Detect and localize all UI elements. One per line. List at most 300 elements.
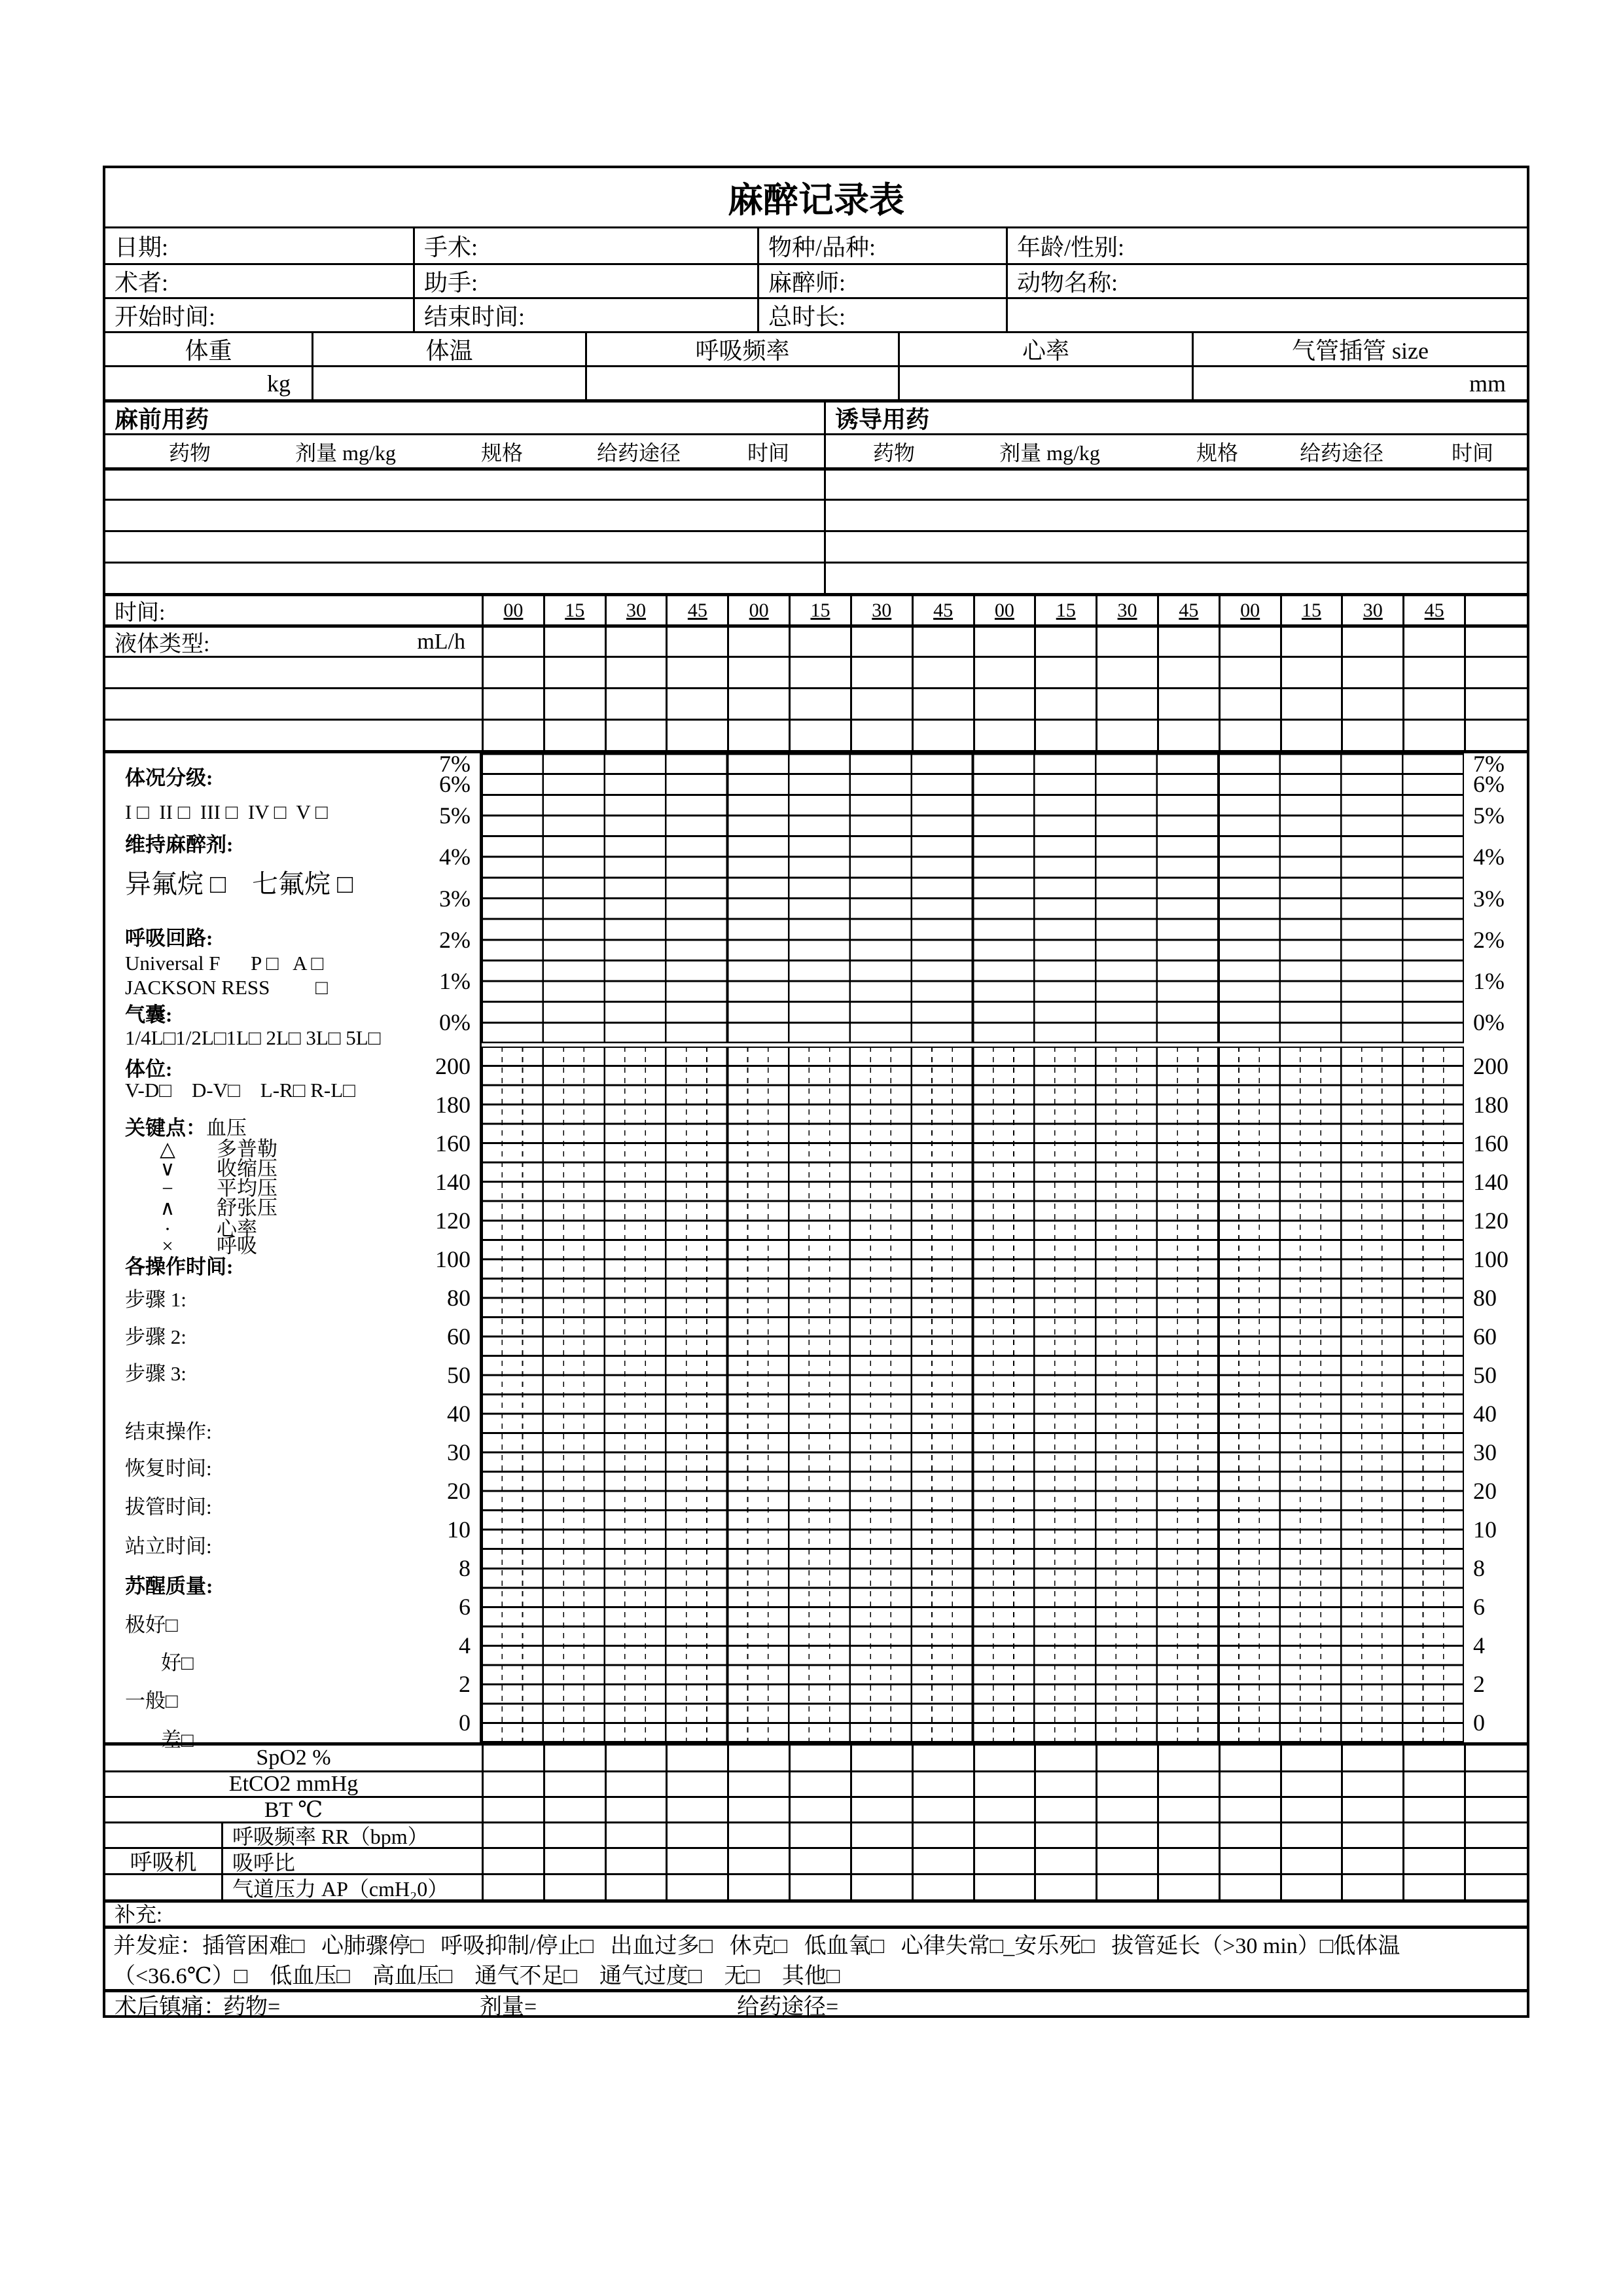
complications-line2[interactable]: （<36.6℃）□ 低血压□ 高血压□ 通气不足□ 通气过度□ 无□ 其他□ xyxy=(113,1964,840,1988)
grid-cell[interactable] xyxy=(912,628,973,656)
grid-cell[interactable] xyxy=(727,1875,789,1899)
grid-cell[interactable] xyxy=(973,1823,1035,1847)
grid-cell[interactable] xyxy=(1034,1849,1096,1873)
premed-entry-row[interactable] xyxy=(105,501,824,530)
postop-route-label[interactable]: 给药途径= xyxy=(737,1995,839,2019)
time-tick-cell[interactable] xyxy=(912,596,973,624)
time-tick: 00 xyxy=(1240,599,1260,621)
vent-ie-cells xyxy=(482,1849,1527,1873)
grid-cell[interactable] xyxy=(1280,721,1342,750)
induction-entry-row[interactable] xyxy=(824,501,1527,530)
grid-cell[interactable] xyxy=(666,1746,727,1770)
grid-cell[interactable] xyxy=(482,689,543,719)
grid-cell[interactable] xyxy=(666,1823,727,1847)
grid-cell[interactable] xyxy=(1096,1798,1157,1821)
vent-ap-cells xyxy=(482,1875,1527,1899)
grid-cell[interactable] xyxy=(1341,1849,1402,1873)
grid-cell[interactable] xyxy=(1096,1746,1157,1770)
time-tick-cell[interactable] xyxy=(1034,596,1096,624)
grid-cell[interactable] xyxy=(912,721,973,750)
ett-field[interactable] xyxy=(1192,367,1527,399)
grid-cell[interactable] xyxy=(1219,1746,1280,1770)
time-tick-cell[interactable] xyxy=(1157,596,1219,624)
grid-cell[interactable] xyxy=(1034,689,1096,719)
grid-cell[interactable] xyxy=(727,689,789,719)
grid-cell[interactable] xyxy=(1219,721,1280,750)
drug-row xyxy=(105,530,1527,562)
grid-cell[interactable] xyxy=(1402,1746,1464,1770)
premed-title: 麻前用药 xyxy=(115,406,209,433)
grid-cell[interactable] xyxy=(1341,1875,1402,1899)
grid-cell[interactable] xyxy=(850,1798,912,1821)
vital-scale-left: 40 xyxy=(447,1401,471,1427)
time-tick-cell[interactable] xyxy=(1219,596,1280,624)
grid-cell[interactable] xyxy=(543,1746,605,1770)
vent-rr-row xyxy=(105,1821,1527,1847)
grid-cell[interactable] xyxy=(1157,628,1219,656)
0[interactable]: 极好□ xyxy=(125,1613,178,1636)
vital-scale-right: 60 xyxy=(1473,1323,1497,1350)
time-tick: 30 xyxy=(1117,599,1137,621)
grid-cell[interactable] xyxy=(727,1798,789,1821)
spo2-label: SpO2 % xyxy=(256,1746,331,1770)
grid-cell[interactable] xyxy=(1280,658,1342,687)
body-temp-label: BT ℃ xyxy=(264,1798,323,1822)
postop-drug-label[interactable]: 药物= xyxy=(223,1995,281,2019)
postop-dose-label[interactable]: 剂量= xyxy=(480,1995,537,2019)
grid-cell[interactable] xyxy=(1341,1823,1402,1847)
grid-cell[interactable] xyxy=(1280,689,1342,719)
grid-cell[interactable] xyxy=(1280,1823,1342,1847)
grid-cell[interactable] xyxy=(1464,1823,1527,1847)
position-options[interactable]: V-D□ D-V□ L-R□ R-L□ xyxy=(125,1079,355,1102)
info-row-2 xyxy=(105,263,1527,297)
grid-cell[interactable] xyxy=(666,628,727,656)
time-tick-cell[interactable] xyxy=(789,596,850,624)
grid-cell[interactable] xyxy=(1157,1875,1219,1899)
grid-cell[interactable] xyxy=(1096,1849,1157,1873)
time-tick-cell[interactable] xyxy=(605,596,666,624)
bag-label: 气囊: xyxy=(125,1003,173,1026)
grid-cell[interactable] xyxy=(482,628,543,656)
grid-cell[interactable] xyxy=(1157,1798,1219,1821)
grid-cell[interactable] xyxy=(1464,1746,1527,1770)
time-tick-cell[interactable] xyxy=(1402,596,1464,624)
grid-cell[interactable] xyxy=(605,1772,666,1796)
grid-cell[interactable] xyxy=(1219,1772,1280,1796)
vital-signs-grid[interactable] xyxy=(482,1047,1464,1746)
vent-ie-row xyxy=(105,1847,1527,1873)
condition-label: 体况分级: xyxy=(125,766,213,789)
grid-cell[interactable] xyxy=(666,1875,727,1899)
grid-cell[interactable] xyxy=(1464,1798,1527,1821)
grid-cell[interactable] xyxy=(543,1798,605,1821)
step3[interactable]: 步骤 3: xyxy=(125,1362,187,1385)
age-sex-label: 年龄/性别: xyxy=(1017,234,1125,260)
grid-cell[interactable] xyxy=(1219,1823,1280,1847)
grid-cell[interactable] xyxy=(1280,1875,1342,1899)
grid-cell[interactable] xyxy=(543,658,605,687)
grid-cell[interactable] xyxy=(1464,689,1527,719)
grid-cell[interactable] xyxy=(973,1798,1035,1821)
grid-cell[interactable] xyxy=(1402,721,1464,750)
grid-cell[interactable] xyxy=(666,1798,727,1821)
vent-ap-row xyxy=(105,1873,1527,1899)
grid-cell[interactable] xyxy=(666,721,727,750)
grid-cell[interactable] xyxy=(1402,1798,1464,1821)
grid-cell[interactable] xyxy=(1219,689,1280,719)
pct-scale-right: 6% xyxy=(1473,771,1505,798)
drug-col-header: 规格 xyxy=(480,440,524,465)
time-tick-cell[interactable] xyxy=(666,596,727,624)
vital-scale-right: 200 xyxy=(1473,1052,1508,1079)
grid-cell[interactable] xyxy=(789,1746,850,1770)
grid-cell[interactable] xyxy=(543,689,605,719)
grid-cell[interactable] xyxy=(1157,1849,1219,1873)
legend-symbol-icon: ∨ xyxy=(160,1157,175,1180)
vital-scale-right: 8 xyxy=(1473,1555,1485,1582)
complications-line1[interactable]: 并发症：插管困难□ 心肺骤停□ 呼吸抑制/停止□ 出血过多□ 休克□ 低血氧□ 心律失常□_安乐死□ 拔管延长（>30 min）□低体温 xyxy=(113,1934,1400,1958)
grid-cell[interactable] xyxy=(605,658,666,687)
premed-entry-row[interactable] xyxy=(105,564,824,593)
drug-title-row xyxy=(105,399,1527,433)
grid-cell[interactable] xyxy=(1157,1746,1219,1770)
grid-cell[interactable] xyxy=(1402,1772,1464,1796)
grid-cell[interactable] xyxy=(482,1772,543,1796)
grid-cell[interactable] xyxy=(1157,1772,1219,1796)
grid-cell[interactable] xyxy=(727,1746,789,1770)
grid-cell[interactable] xyxy=(912,1849,973,1873)
extra-label-cell[interactable] xyxy=(105,658,482,687)
grid-cell[interactable] xyxy=(605,1875,666,1899)
grid-cell[interactable] xyxy=(912,1798,973,1821)
bt-row xyxy=(105,1796,1527,1821)
time-tick-cell[interactable] xyxy=(543,596,605,624)
grid-cell[interactable] xyxy=(543,721,605,750)
grid-cell[interactable] xyxy=(973,1849,1035,1873)
grid-cell[interactable] xyxy=(850,1875,912,1899)
grid-cell[interactable] xyxy=(1034,721,1096,750)
legend-label: 心率 xyxy=(217,1217,257,1240)
grid-cell[interactable] xyxy=(789,721,850,750)
maintenance-label: 维持麻醉剂: xyxy=(125,833,234,856)
3[interactable]: 差□ xyxy=(161,1729,194,1751)
grid-cell[interactable] xyxy=(973,1875,1035,1899)
vital-scale-left: 60 xyxy=(447,1323,471,1350)
vital-scale-left: 50 xyxy=(447,1361,471,1388)
key-points-bp: 血压 xyxy=(206,1117,247,1139)
grid-cell[interactable] xyxy=(1157,689,1219,719)
grid-cell[interactable] xyxy=(1280,1772,1342,1796)
time-tick-cell[interactable] xyxy=(1280,596,1342,624)
time-tick: 30 xyxy=(1363,599,1383,621)
grid-cell[interactable] xyxy=(1096,689,1157,719)
standing[interactable]: 站立时间: xyxy=(125,1535,212,1558)
grid-cell[interactable] xyxy=(973,1772,1035,1796)
grid-cell[interactable] xyxy=(1034,1746,1096,1770)
spo2-cells xyxy=(482,1746,1527,1770)
time-tick: 15 xyxy=(810,599,830,621)
grid-cell[interactable] xyxy=(789,658,850,687)
grid-cell[interactable] xyxy=(1096,1875,1157,1899)
grid-cell[interactable] xyxy=(1402,689,1464,719)
extra-label-cell[interactable] xyxy=(105,689,482,719)
grid-cell[interactable] xyxy=(973,658,1035,687)
grid-cell[interactable] xyxy=(1341,721,1402,750)
premed-entry-row[interactable] xyxy=(105,471,824,499)
grid-cell[interactable] xyxy=(850,1823,912,1847)
resp-field[interactable] xyxy=(585,367,898,399)
time-tick-cell[interactable] xyxy=(727,596,789,624)
fluid-cells xyxy=(482,628,1527,656)
grid-cell[interactable] xyxy=(1034,1798,1096,1821)
vital-scale-left: 120 xyxy=(435,1207,471,1234)
grid-cell[interactable] xyxy=(789,689,850,719)
hr-field[interactable] xyxy=(898,367,1192,399)
grid-cell[interactable] xyxy=(973,1746,1035,1770)
anesthetic-percent-grid[interactable] xyxy=(482,753,1464,1047)
grid-cell[interactable] xyxy=(1096,721,1157,750)
grid-cell[interactable] xyxy=(605,721,666,750)
grid-cell[interactable] xyxy=(912,658,973,687)
vital-scale-left: 2 xyxy=(459,1671,471,1698)
grid-cell[interactable] xyxy=(605,689,666,719)
grid-cell[interactable] xyxy=(1402,1849,1464,1873)
grid-cell[interactable] xyxy=(1464,658,1527,687)
maintenance-options[interactable]: 异氟烷 □ 七氟烷 □ xyxy=(125,869,353,899)
grid-cell[interactable] xyxy=(1157,658,1219,687)
grid-cell[interactable] xyxy=(973,689,1035,719)
grid-cell[interactable] xyxy=(482,1823,543,1847)
grid-cell[interactable] xyxy=(789,1798,850,1821)
grid-cell[interactable] xyxy=(482,721,543,750)
grid-cell[interactable] xyxy=(850,721,912,750)
grid-cell[interactable] xyxy=(1402,658,1464,687)
grid-cell[interactable] xyxy=(1034,628,1096,656)
grid-cell[interactable] xyxy=(727,658,789,687)
grid-cell[interactable] xyxy=(789,628,850,656)
grid-cell[interactable] xyxy=(1219,1798,1280,1821)
grid-cell[interactable] xyxy=(912,1875,973,1899)
grid-cell[interactable] xyxy=(1341,628,1402,656)
time-tick-cell[interactable] xyxy=(850,596,912,624)
weight-field[interactable] xyxy=(105,367,312,399)
grid-cell[interactable] xyxy=(543,1772,605,1796)
grid-cell[interactable] xyxy=(727,1823,789,1847)
grid-cell[interactable] xyxy=(605,1746,666,1770)
fluid-row xyxy=(105,624,1527,656)
vital-scale-right: 20 xyxy=(1473,1478,1497,1505)
vital-scale-right: 30 xyxy=(1473,1439,1497,1466)
grid-cell[interactable] xyxy=(1341,1746,1402,1770)
time-tick-cell[interactable] xyxy=(973,596,1035,624)
vent-rr-cells xyxy=(482,1823,1527,1847)
drug-columns-row xyxy=(105,433,1527,467)
ops-label: 各操作时间: xyxy=(125,1255,234,1278)
grid-cell[interactable] xyxy=(605,628,666,656)
time-tick-cell[interactable] xyxy=(1341,596,1402,624)
step1[interactable]: 步骤 1: xyxy=(125,1288,187,1311)
extubation[interactable]: 拔管时间: xyxy=(125,1496,212,1518)
pct-scale-right: 5% xyxy=(1473,802,1505,829)
grid-cell[interactable] xyxy=(1034,658,1096,687)
1[interactable]: 好□ xyxy=(161,1651,194,1674)
grid-cell[interactable] xyxy=(482,658,543,687)
extra-row xyxy=(105,687,1527,719)
grid-cell[interactable] xyxy=(482,1875,543,1899)
extra-label-cell[interactable] xyxy=(105,721,482,750)
grid-cell[interactable] xyxy=(543,1875,605,1899)
grid-cell[interactable] xyxy=(666,1772,727,1796)
grid-cell[interactable] xyxy=(666,689,727,719)
time-tick: 00 xyxy=(994,599,1014,621)
grid-cell[interactable] xyxy=(482,1746,543,1770)
grid-cell[interactable] xyxy=(543,1849,605,1873)
end-op[interactable]: 结束操作: xyxy=(125,1420,212,1443)
info-empty-cell[interactable] xyxy=(1006,299,1527,331)
time-tick-cell[interactable] xyxy=(482,596,543,624)
etco2-label: EtCO2 mmHg xyxy=(228,1772,359,1796)
start-time-label: 开始时间: xyxy=(115,304,216,330)
bag-options[interactable]: 1/4L□1/2L□1L□ 2L□ 3L□ 5L□ xyxy=(125,1026,381,1049)
time-tick: 45 xyxy=(1424,599,1444,621)
grid-cell[interactable] xyxy=(789,1772,850,1796)
drug-col-header: 规格 xyxy=(1196,440,1239,465)
grid-cell[interactable] xyxy=(1157,1823,1219,1847)
quality-label: 苏醒质量: xyxy=(125,1575,213,1598)
grid-cell[interactable] xyxy=(727,628,789,656)
grid-cell[interactable] xyxy=(666,658,727,687)
grid-cell[interactable] xyxy=(1341,1772,1402,1796)
grid-cell[interactable] xyxy=(912,1772,973,1796)
complications-row[interactable] xyxy=(105,1926,1527,1989)
grid-cell[interactable] xyxy=(482,1798,543,1821)
grid-cell[interactable] xyxy=(1402,1875,1464,1899)
grid-cell[interactable] xyxy=(1034,1772,1096,1796)
condition-options[interactable]: I □ II □ III □ IV □ V □ xyxy=(125,800,328,823)
supplement-row[interactable] xyxy=(105,1899,1527,1926)
grid-cell[interactable] xyxy=(1280,1746,1342,1770)
etco2-row xyxy=(105,1770,1527,1796)
2[interactable]: 一般□ xyxy=(125,1689,178,1712)
grid-cell[interactable] xyxy=(789,1875,850,1899)
grid-cell[interactable] xyxy=(543,628,605,656)
grid-cell[interactable] xyxy=(1157,721,1219,750)
vital-scale-left: 140 xyxy=(435,1168,471,1195)
grid-cell[interactable] xyxy=(1034,1875,1096,1899)
date-label: 日期: xyxy=(115,234,169,260)
grid-cell[interactable] xyxy=(1096,1772,1157,1796)
grid-cell[interactable] xyxy=(912,1746,973,1770)
weight-unit: kg xyxy=(267,370,291,397)
grid-cell[interactable] xyxy=(850,1746,912,1770)
grid-cell[interactable] xyxy=(1464,1875,1527,1899)
grid-cell[interactable] xyxy=(1464,1772,1527,1796)
induction-entry-row[interactable] xyxy=(824,471,1527,499)
circuit-line2[interactable]: JACKSON RESS □ xyxy=(125,976,328,999)
grid-cell[interactable] xyxy=(912,689,973,719)
drug-row xyxy=(105,467,1527,499)
grid-cell[interactable] xyxy=(1096,1823,1157,1847)
drug-col-header: 给药途径 xyxy=(596,440,681,465)
circuit-label: 呼吸回路: xyxy=(125,927,213,950)
induction-columns xyxy=(824,435,1527,467)
vital-scale-left: 6 xyxy=(459,1594,471,1621)
grid-cell[interactable] xyxy=(1096,658,1157,687)
grid-cell[interactable] xyxy=(1219,628,1280,656)
grid-cell[interactable] xyxy=(1280,1849,1342,1873)
grid-cell[interactable] xyxy=(1096,628,1157,656)
grid-cell[interactable] xyxy=(973,721,1035,750)
grid-cell[interactable] xyxy=(1464,721,1527,750)
grid-cell[interactable] xyxy=(482,1849,543,1873)
grid-cell[interactable] xyxy=(1280,1798,1342,1821)
surgery-label: 手术: xyxy=(424,234,478,260)
premed-entry-row[interactable] xyxy=(105,532,824,562)
grid-cell[interactable] xyxy=(605,1823,666,1847)
grid-cell[interactable] xyxy=(1280,628,1342,656)
grid-cell[interactable] xyxy=(605,1798,666,1821)
grid-cell[interactable] xyxy=(973,628,1035,656)
grid-cell[interactable] xyxy=(912,1823,973,1847)
induction-entry-row[interactable] xyxy=(824,532,1527,562)
extra-row xyxy=(105,719,1527,750)
vital-scale-right: 4 xyxy=(1473,1632,1485,1659)
grid-cell[interactable] xyxy=(1034,1823,1096,1847)
grid-cell[interactable] xyxy=(1464,1849,1527,1873)
grid-cell[interactable] xyxy=(850,689,912,719)
grid-cell[interactable] xyxy=(1341,658,1402,687)
grid-cell[interactable] xyxy=(1464,628,1527,656)
grid-cell[interactable] xyxy=(666,1849,727,1873)
grid-cell[interactable] xyxy=(850,658,912,687)
page-title: 麻醉记录表 xyxy=(728,181,904,220)
grid-cell[interactable] xyxy=(1219,1875,1280,1899)
grid-cell[interactable] xyxy=(789,1823,850,1847)
grid-cell[interactable] xyxy=(605,1849,666,1873)
grid-cell[interactable] xyxy=(1464,596,1527,624)
legend-symbol-icon: · xyxy=(164,1217,171,1240)
grid-cell[interactable] xyxy=(727,721,789,750)
grid-cell[interactable] xyxy=(727,1772,789,1796)
grid-cell[interactable] xyxy=(543,1823,605,1847)
temp-field[interactable] xyxy=(312,367,585,399)
vital-scale-right: 80 xyxy=(1473,1284,1497,1311)
grid-cell[interactable] xyxy=(1219,1849,1280,1873)
time-tick: 45 xyxy=(687,599,707,621)
grid-cell[interactable] xyxy=(850,628,912,656)
recovery[interactable]: 恢复时间: xyxy=(125,1457,212,1480)
pct-scale-left: 2% xyxy=(439,926,471,953)
time-tick-cell[interactable] xyxy=(1096,596,1157,624)
grid-cell[interactable] xyxy=(1341,689,1402,719)
step2[interactable]: 步骤 2: xyxy=(125,1325,187,1348)
grid-cell[interactable] xyxy=(789,1849,850,1873)
grid-cell[interactable] xyxy=(1219,658,1280,687)
pct-scale-left: 5% xyxy=(439,802,471,829)
grid-cell[interactable] xyxy=(1402,1823,1464,1847)
grid-cell[interactable] xyxy=(1341,1798,1402,1821)
time-tick: 30 xyxy=(872,599,892,621)
animal-name-label: 动物名称: xyxy=(1017,270,1118,296)
grid-cell[interactable] xyxy=(850,1772,912,1796)
grid-cell[interactable] xyxy=(727,1849,789,1873)
hr-header: 心率 xyxy=(1022,338,1069,364)
grid-cell[interactable] xyxy=(1402,628,1464,656)
grid-cell[interactable] xyxy=(850,1849,912,1873)
induction-entry-row[interactable] xyxy=(824,564,1527,593)
circuit-line1[interactable]: Universal F P □ A □ xyxy=(125,952,324,975)
